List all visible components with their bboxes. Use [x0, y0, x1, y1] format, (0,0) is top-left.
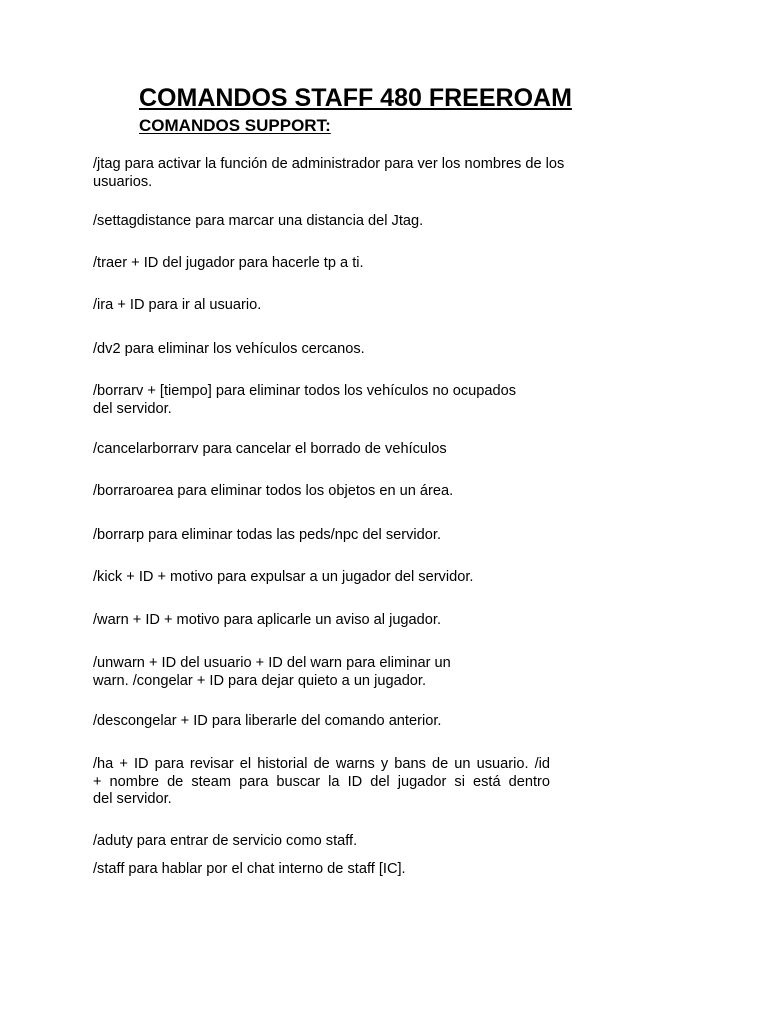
command-warn [93, 612, 550, 630]
command-ira [93, 297, 550, 315]
command-kick [93, 569, 550, 587]
command-line: del servidor. [93, 791, 172, 807]
command-line: /settagdistance para marcar una distancia del Jtag. [93, 213, 424, 229]
command-line: /warn + ID + motivo para aplicarle un aviso al jugador. [93, 612, 442, 628]
command-line: /kick + ID + motivo para expulsar a un jugador del servidor. [93, 569, 474, 585]
command-borraroarea [93, 483, 550, 501]
command-borrarp [93, 527, 550, 545]
command-jtag [93, 156, 565, 191]
command-line: /ha + ID para revisar el historial de warns y bans de un usuario. /id [93, 756, 550, 772]
command-line: /traer + ID del jugador para hacerle tp a ti. [93, 255, 364, 271]
command-line: /unwarn + ID del usuario + ID del warn para eliminar un [93, 655, 451, 671]
command-line: /ira + ID para ir al usuario. [93, 297, 262, 313]
command-ha-id [93, 756, 550, 809]
command-borrarv [93, 383, 550, 418]
command-line: /aduty para entrar de servicio como staff. [93, 833, 358, 849]
command-line: /staff para hablar por el chat interno de staff [IC]. [93, 861, 406, 877]
command-aduty [93, 833, 550, 851]
command-line: /cancelarborrarv para cancelar el borrado de vehículos [93, 441, 447, 457]
command-dv2 [93, 341, 550, 359]
command-line: warn. /congelar + ID para dejar quieto a un jugador. [93, 672, 427, 689]
command-line: del servidor. [93, 400, 172, 417]
command-line: /borrarp para eliminar todas las peds/npc del servidor. [93, 527, 441, 543]
command-line: /dv2 para eliminar los vehículos cercanos. [93, 341, 365, 357]
command-line: /borrarv + [tiempo] para eliminar todos los vehículos no ocupados [93, 383, 517, 399]
command-line: /borraroarea para eliminar todos los objetos en un área. [93, 483, 454, 499]
document-title: COMANDOS STAFF 480 FREEROAM [139, 84, 572, 112]
command-traer [93, 255, 550, 273]
section-heading-support: COMANDOS SUPPORT: [139, 116, 331, 135]
command-cancelarborrarv [93, 441, 550, 459]
command-descongelar [93, 713, 550, 731]
command-unwarn-congelar [93, 655, 550, 690]
command-staff [93, 861, 550, 879]
command-line: /descongelar + ID para liberarle del comando anterior. [93, 713, 442, 729]
command-line: /jtag para activar la función de administrador para ver los nombres de los [93, 156, 565, 172]
command-line: usuarios. [93, 173, 153, 190]
command-line: + nombre de steam para buscar la ID del jugador si está dentro [93, 773, 550, 790]
command-settagdistance [93, 213, 550, 231]
